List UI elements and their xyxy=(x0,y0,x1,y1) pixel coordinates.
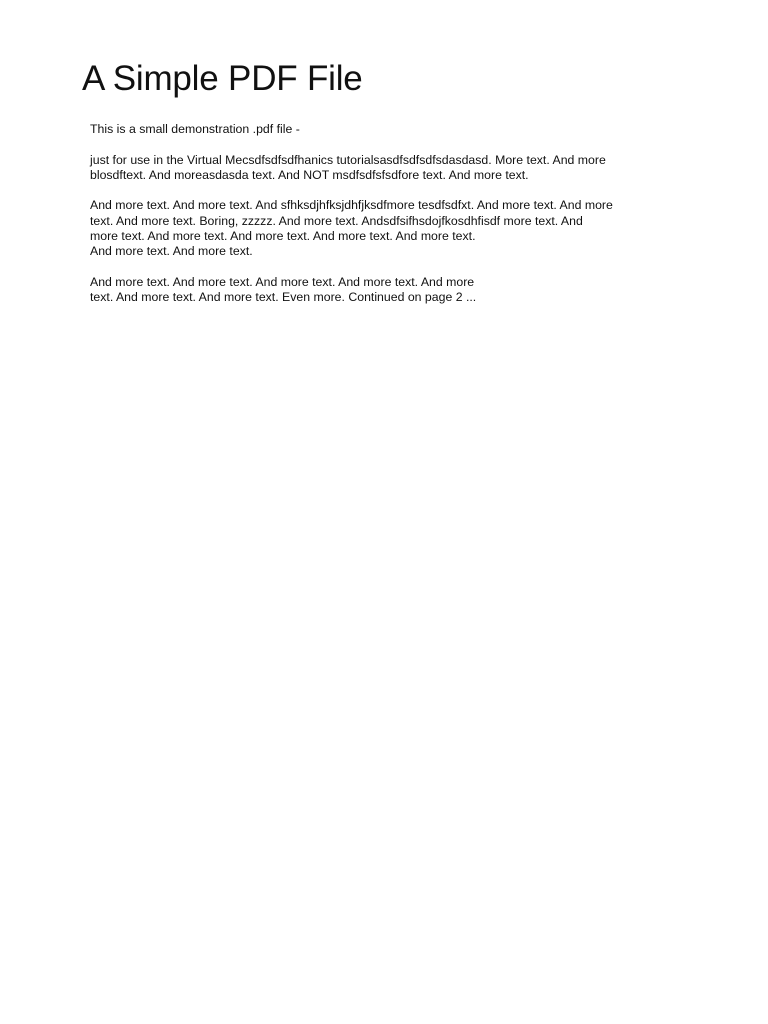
paragraph-filler xyxy=(90,198,690,259)
text-line: This is a small demonstration .pdf file - xyxy=(90,122,300,136)
text-line: blosdftext. And moreasdasda text. And NOT msdfsdfsfsdfore text. And more text. xyxy=(90,167,529,182)
document-title: A Simple PDF File xyxy=(82,59,363,98)
text-line: And more text. And more text. And more text. And more text. And more xyxy=(90,274,475,289)
paragraph-usage xyxy=(90,153,690,184)
text-line: just for use in the Virtual Mecsdfsdfsdfhanics tutorialsasdfsdfsdfsdasdasd. More text. And more xyxy=(90,152,606,167)
document-body xyxy=(90,122,690,321)
text-line: text. And more text. Boring, zzzzz. And more text. Andsdfsifhsdojfkosdhfisdf more text. And xyxy=(90,213,583,228)
text-line: And more text. And more text. xyxy=(90,244,253,259)
paragraph-continued xyxy=(90,275,690,306)
text-line: text. And more text. And more text. Even more. Continued on page 2 ... xyxy=(90,290,477,305)
text-line: And more text. And more text. And sfhksdjhfksjdhfjksdfmore tesdfsdfxt. And more text. And more xyxy=(90,198,613,213)
paragraph-intro xyxy=(90,122,690,137)
text-line: more text. And more text. And more text. And more text. And more text. xyxy=(90,229,476,244)
